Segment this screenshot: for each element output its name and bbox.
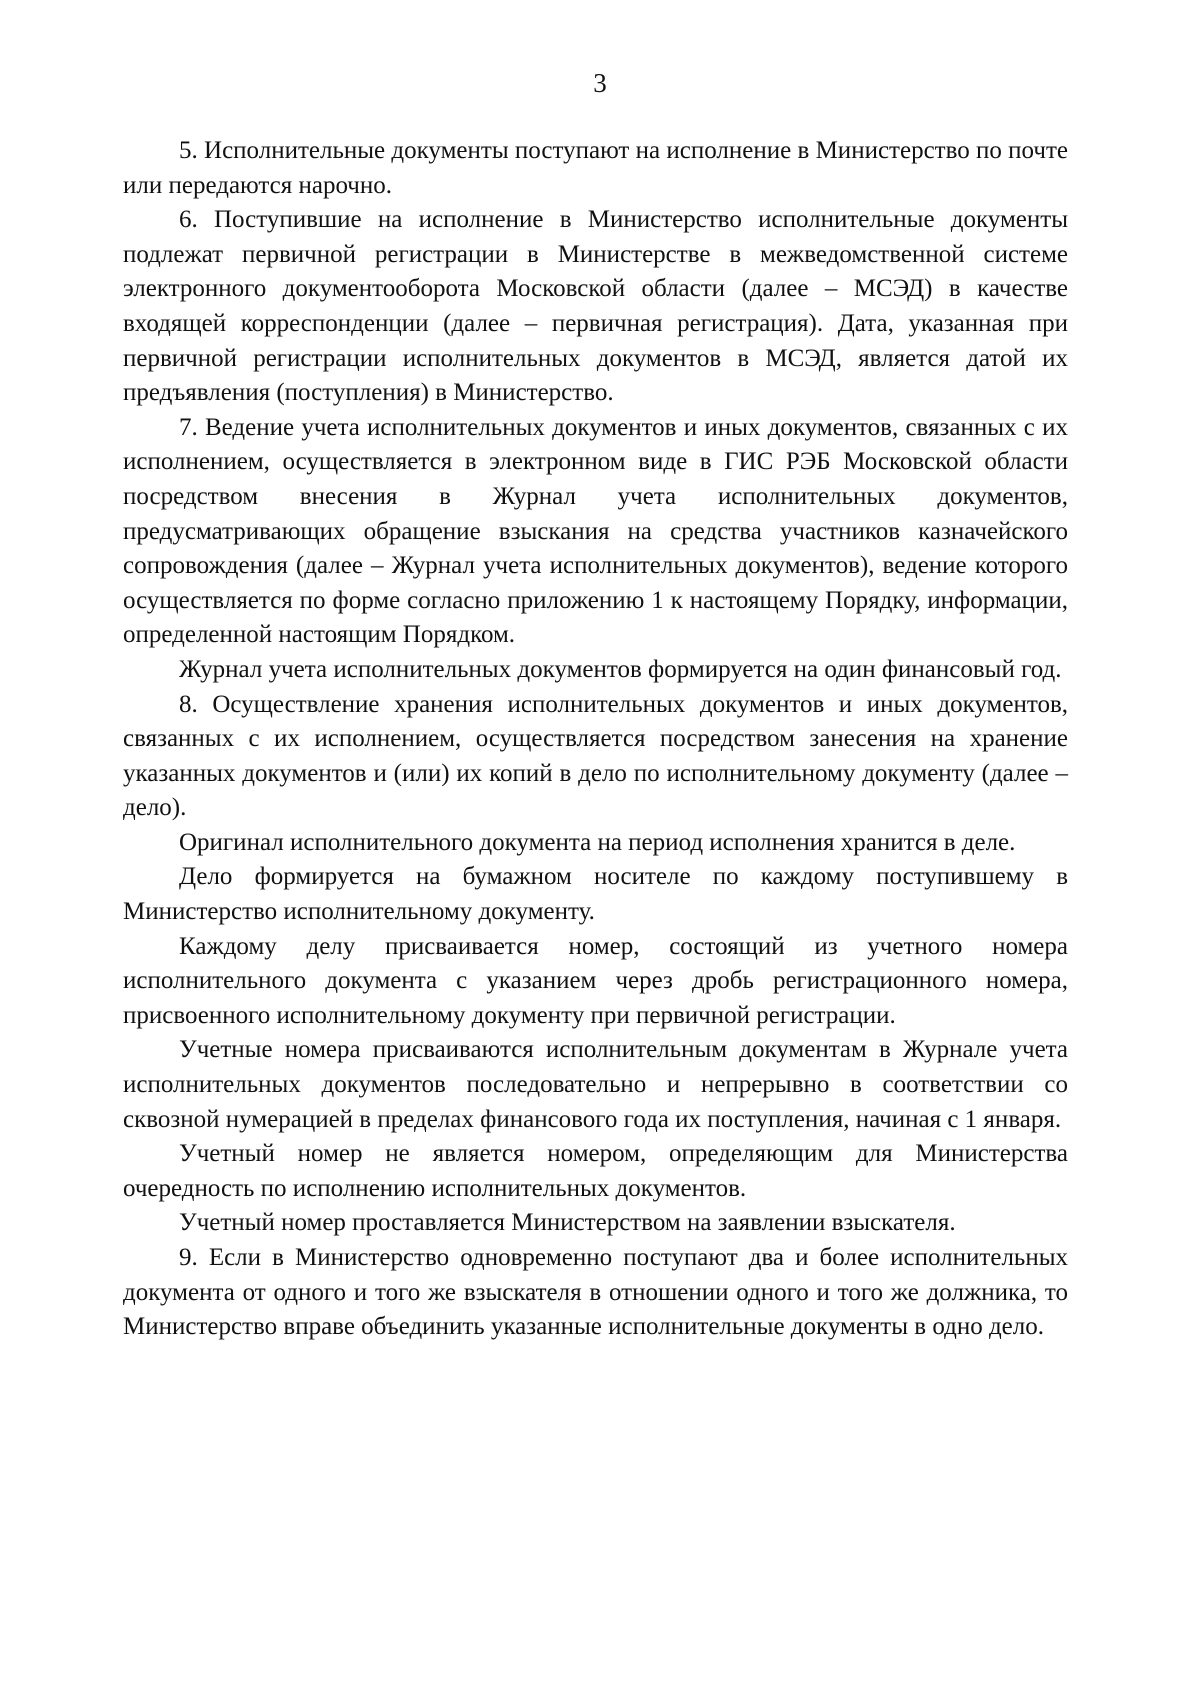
paragraph-account-numbers: Учетные номера присваиваются исполнительным документам в Журнале учета исполнительных документов последовательно и непрерывно в соответствии со сквозной нумерацией в пределах финансового года их поступления, начиная с 1 января. [123, 1036, 1068, 1133]
paragraph-9-merge: 9. Если в Министерство одновременно поступают два и более исполнительных документа от одного и того же взыскателя в отношении одного и того же должника, то Министерство вправе объединить указанные исполнительные документы в одно дело. [123, 1244, 1068, 1341]
paragraph-journal-year: Журнал учета исполнительных документов формируется на один финансовый год. [179, 655, 1062, 683]
document-body [123, 134, 1068, 1345]
paragraph-case-number: Каждому делу присваивается номер, состоящий из учетного номера исполнительного документа с указанием через дробь регистрационного номера, присвоенного исполнительному документу при первичной регистрации. [123, 932, 1068, 1029]
paragraph-number-on-application: Учетный номер проставляется Министерством на заявлении взыскателя. [179, 1209, 956, 1237]
paragraph-case-formation: Дело формируется на бумажном носителе по каждому поступившему в Министерство исполнительному документу. [123, 863, 1068, 926]
paragraph-6-registration: 6. Поступившие на исполнение в Министерство исполнительные документы подлежат первичной регистрации в Министерстве в межведомственной системе электронного документооборота Московской области (далее – МСЭД) в качестве входящей корреспонденции (далее – первичная регистрация). Дата, указанная при первичной регистрации исполнительных документов в МСЭД, является датой их предъявления (поступления) в Министерство. [123, 206, 1068, 407]
paragraph-8-storage: 8. Осуществление хранения исполнительных документов и иных документов, связанных с их исполнением, осуществляется посредством занесения на хранение указанных документов и (или) их копий в дело по исполнительному документу (далее – дело). [123, 690, 1068, 822]
page-number: 3 [593, 68, 607, 98]
paragraph-7-accounting: 7. Ведение учета исполнительных документов и иных документов, связанных с их исполнением, осуществляется в электронном виде в ГИС РЭБ Московской области посредством внесения в Журнал учета исполнительных документов, предусматривающих обращение взыскания на средства участников казначейского сопровождения (далее – Журнал учета исполнительных документов), ведение которого осуществляется по форме согласно приложению 1 к настоящему Порядку, информации, определенной настоящим Порядком. [123, 413, 1068, 649]
paragraph-5-receipt: 5. Исполнительные документы поступают на исполнение в Министерство по почте или передаются нарочно. [123, 137, 1068, 199]
paragraph-original-storage: Оригинал исполнительного документа на период исполнения хранится в деле. [179, 828, 1016, 856]
paragraph-number-not-priority: Учетный номер не является номером, определяющим для Министерства очередность по исполнению исполнительных документов. [123, 1140, 1068, 1202]
